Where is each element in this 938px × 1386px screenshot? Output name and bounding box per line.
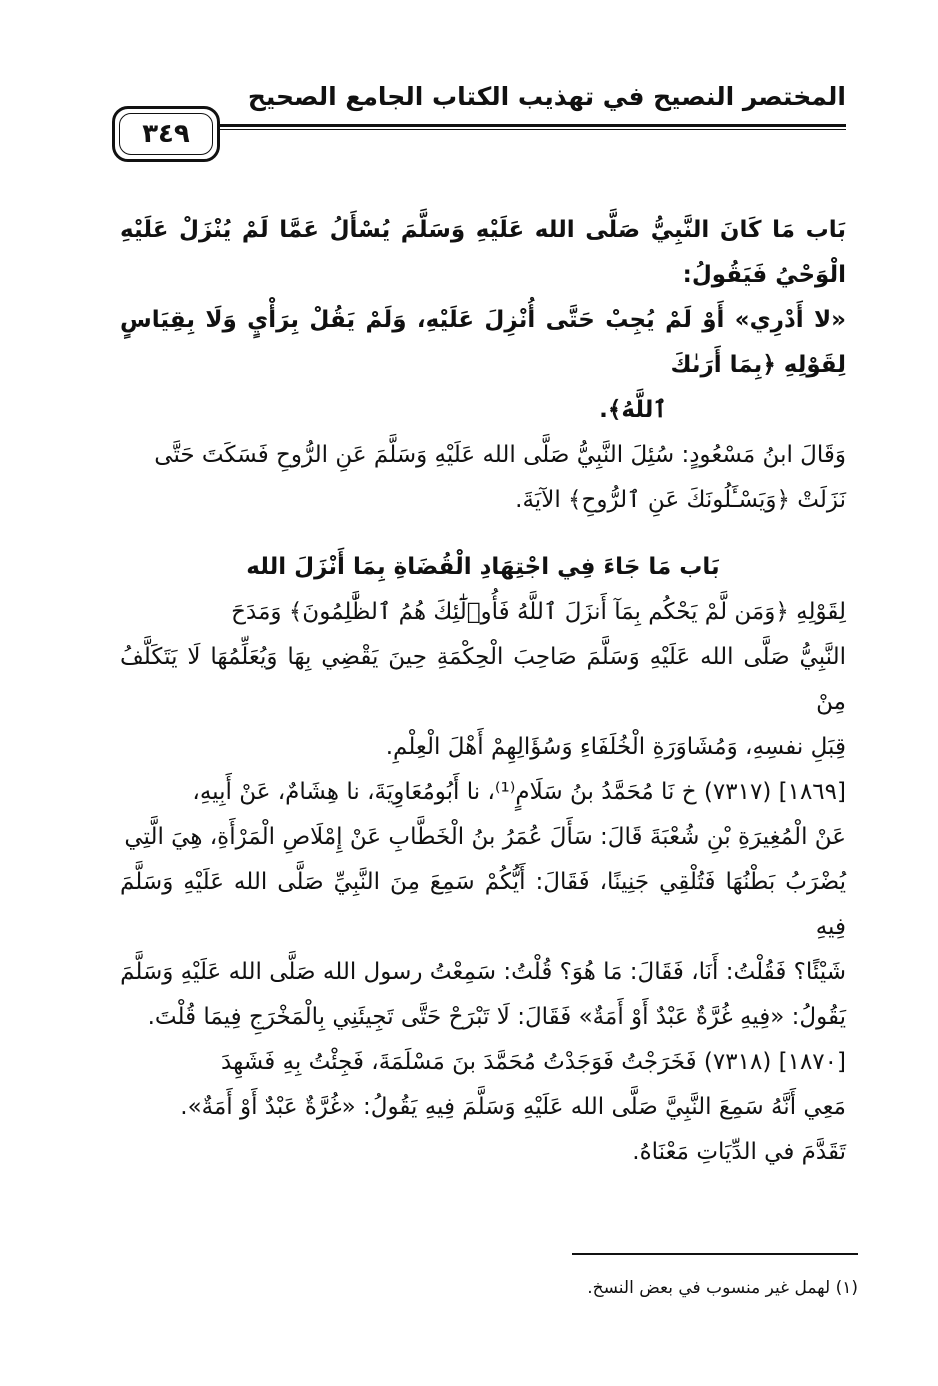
- page-number-frame: [112, 106, 220, 162]
- header-rule: [218, 124, 846, 127]
- cross-reference-note: تَقَدَّمَ في الدِّيَاتِ مَعْنَاهُ.: [632, 1139, 846, 1165]
- chapter-title: بَاب مَا جَاءَ فِي اجْتِهَادِ الْقُضَاةِ بِمَا أَنْزَلَ الله: [246, 554, 720, 580]
- paragraph-verse-line-1: لِقَوْلِهِ ﴿وَمَن لَّمْ يَحْكُم بِمَآ أَنزَلَ ٱللَّهُ فَأُو۟لَٰٓئِكَ هُمُ ٱلظَّٰلِمُونَ﴾ وَمَدَحَ: [231, 599, 846, 625]
- main-text: [120, 208, 846, 1175]
- hadith-1869-line-2: عَنْ الْمُغِيرَةِ بْنِ شُعْبَةَ قَالَ: سَأَلَ عُمَرُ بنُ الْخَطَّابِ عَنْ إِمْلَاصِ الْمَرْأَةِ، هِيَ الَّتِي: [124, 824, 846, 850]
- paragraph-verse-line-2: النَّبِيُّ صَلَّى الله عَلَيْهِ وَسَلَّمَ صَاحِبَ الْحِكْمَةِ حِينَ يَقْضِي بِهَا وَيُعَلِّمُهَا لَا يَتَكَلَّفُ مِنْ: [120, 644, 846, 715]
- hadith-1870-line-2: مَعِي أَنَّهُ سَمِعَ النَّبِيَّ صَلَّى الله عَلَيْهِ وَسَلَّمَ فِيهِ يَقُولُ: «غُرَّةٌ عَبْدٌ أَوْ أَمَةٌ».: [180, 1094, 846, 1120]
- paragraph-ibn-masud-line-1: وَقَالَ ابنُ مَسْعُودٍ: سُئِلَ النَّبِيُّ صَلَّى الله عَلَيْهِ وَسَلَّمَ عَنِ الرُّوحِ فَسَكَتَ حَتَّى: [154, 442, 846, 468]
- footnote-separator: [572, 1253, 858, 1255]
- header-rule-thin: [218, 129, 846, 130]
- hadith-1869-line-1: [١٨٦٩] (٧٣١٧) خ نَا مُحَمَّدُ بنُ سَلَامٍ⁽¹⁾، نا أَبُومُعَاوِيَةَ، نا هِشَامٌ، عَنْ أَبِيهِ،: [192, 779, 846, 805]
- footnote: (١) لهمل غير منسوب في بعض النسخ.: [587, 1278, 858, 1298]
- paragraph-ibn-masud-line-2: نَزَلَتْ ﴿وَيَسْـَٔلُونَكَ عَنِ ٱلرُّوحِ﴾ الآيَةَ.: [515, 487, 846, 513]
- chapter-heading-line-1: بَاب مَا كَانَ النَّبِيُّ صَلَّى الله عَلَيْهِ وَسَلَّمَ يُسْأَلُ عَمَّا لَمْ يُنْزَلْ عَلَيْهِ الْوَحْيُ فَيَقُولُ:: [120, 217, 846, 288]
- hadith-1869-line-4: شَيْئًا؟ فَقُلْتُ: أَنَا، فَقَالَ: مَا هُوَ؟ قُلْتُ: سَمِعْتُ رسول الله صَلَّى الله عَلَيْهِ وَسَلَّمَ: [120, 959, 846, 985]
- paragraph-verse-line-3: قِبَلِ نفسِهِ، وَمُشَاوَرَةِ الْخُلَفَاءِ وَسُؤَالِهِمْ أَهْلَ الْعِلْمِ.: [385, 734, 846, 760]
- running-header-title: المختصر النصيح في تهذيب الكتاب الجامع الصحيح: [247, 82, 846, 111]
- chapter-heading-line-3: ٱللَّهُ﴾.: [599, 397, 667, 423]
- hadith-1869-line-5: يَقُولُ: «فِيهِ غُرَّةٌ عَبْدٌ أَوْ أَمَةٌ» فَقَالَ: لَا تَبْرَحْ حَتَّى تَجِيئَنِي بِالْمَخْرَجِ فِيمَا قُلْتَ.: [147, 1004, 846, 1030]
- chapter-heading-line-2: «لا أَدْرِي» أَوْ لَمْ يُجِبْ حَتَّى أُنْزِلَ عَلَيْهِ، وَلَمْ يَقُلْ بِرَأْيٍ وَلَا بِقِيَاسٍ لِقَوْلِهِ ﴿بِمَا أَرَىٰكَ: [120, 307, 846, 378]
- hadith-1869-line-3: يُضْرَبُ بَطْنُهَا فَتُلْقِي جَنِينًا، فَقَالَ: أَيُّكُمْ سَمِعَ مِنَ النَّبِيِّ صَلَّى الله عَلَيْهِ وَسَلَّمَ فِيهِ: [120, 869, 846, 940]
- page-number: ٣٤٩: [142, 119, 190, 149]
- hadith-1870-line-1: [١٨٧٠] (٧٣١٨) فَخَرَجْتُ فَوَجَدْتُ مُحَمَّدَ بنَ مَسْلَمَةَ، فَجِئْتُ بِهِ فَشَهِدَ: [221, 1049, 846, 1075]
